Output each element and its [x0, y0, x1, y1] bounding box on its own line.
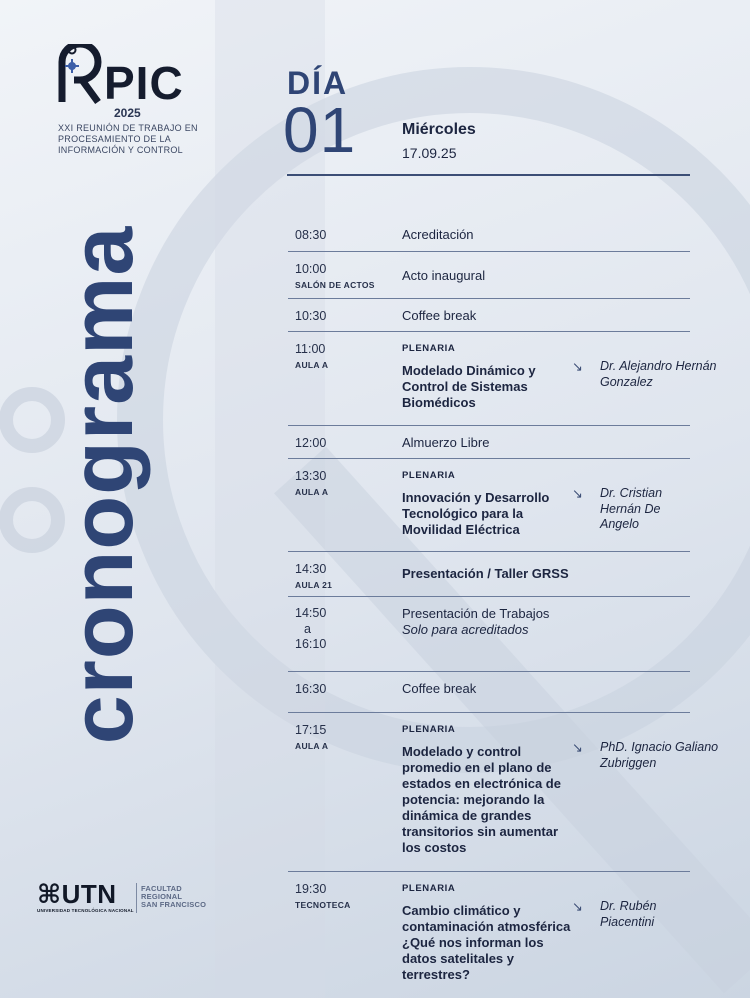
pic-logo-icon: [52, 44, 108, 106]
session-title: Cambio climático y contaminación atmosférica ¿Qué nos informan los datos satelitales y terrestres?: [402, 903, 571, 982]
session-room: AULA 21: [295, 580, 333, 590]
arrow-down-right-icon: ↘: [572, 486, 583, 501]
schedule-row: [288, 597, 690, 672]
session-title: Modelado Dinámico y Control de Sistemas Biomédicos: [402, 363, 536, 410]
event-subtitle: [58, 123, 258, 156]
schedule-row: [288, 872, 690, 990]
session-speaker: Dr. Rubén Piacentini: [600, 899, 657, 929]
session-kind: PLENARIA: [402, 883, 456, 894]
session-title: Acreditación: [402, 227, 474, 242]
day-number: 01: [283, 94, 357, 166]
schedule-row: [288, 672, 690, 713]
utn-wordmark: [37, 880, 117, 908]
session-time: 10:30: [295, 309, 327, 323]
schedule-row: [288, 426, 690, 459]
session-time: 19:30: [295, 882, 327, 896]
session-time-start: 14:50: [295, 606, 327, 620]
utn-faculty-line: FACULTAD: [141, 884, 182, 893]
utn-name: UTN: [61, 879, 117, 909]
session-note: Solo para acreditados: [402, 622, 529, 637]
schedule-row: [288, 299, 690, 332]
utn-faculty-line: REGIONAL: [141, 892, 183, 901]
utn-faculty-line: SAN FRANCISCO: [141, 900, 207, 909]
session-title: Coffee break: [402, 681, 477, 696]
day-date: 17.09.25: [402, 145, 457, 161]
session-speaker: PhD. Ignacio Galiano Zubriggen: [600, 740, 719, 770]
utn-university-name: UNIVERSIDAD TECNOLÓGICA NACIONAL: [37, 908, 134, 913]
session-room: TECNOTECA: [295, 900, 351, 910]
schedule-row: [288, 252, 690, 299]
utn-divider: [136, 883, 137, 913]
session-room: AULA A: [295, 487, 329, 497]
vertical-title: cronograma: [52, 225, 151, 745]
session-time: 16:30: [295, 682, 327, 696]
schedule-row: [288, 332, 717, 426]
schedule-row: [288, 218, 690, 252]
session-room: SALÓN DE ACTOS: [295, 280, 375, 290]
session-kind: PLENARIA: [402, 724, 456, 735]
utn-logo: [37, 880, 217, 916]
session-time: 10:00: [295, 262, 327, 276]
session-time: 17:15: [295, 723, 327, 737]
session-title: Coffee break: [402, 308, 477, 323]
session-time: 13:30: [295, 469, 327, 483]
arrow-down-right-icon: ↘: [572, 359, 583, 374]
schedule-list: [288, 218, 719, 990]
schedule-row: [288, 552, 690, 597]
session-room: AULA A: [295, 741, 329, 751]
arrow-down-right-icon: ↘: [572, 899, 583, 914]
session-title: Almuerzo Libre: [402, 435, 490, 450]
event-subtitle-line: XXI REUNIÓN DE TRABAJO EN: [58, 123, 198, 133]
session-room: AULA A: [295, 360, 329, 370]
utn-faculty: [141, 885, 206, 909]
session-time-range: [295, 606, 326, 653]
session-speaker: Dr. Alejandro Hernán Gonzalez: [600, 359, 717, 389]
session-title: Acto inaugural: [402, 268, 486, 283]
session-time: 11:00: [295, 342, 326, 356]
event-name: PIC: [104, 57, 184, 109]
session-kind: PLENARIA: [402, 343, 456, 354]
session-title: Presentación / Taller GRSS: [402, 566, 569, 581]
utn-emblem-icon: ⌘: [37, 879, 62, 909]
day-weekday: Miércoles: [402, 121, 476, 138]
session-title: Innovación y Desarrollo Tecnológico para la Movilidad Eléctrica: [402, 490, 550, 537]
header-divider: [287, 174, 690, 176]
session-time-end: 16:10: [295, 637, 327, 651]
session-time-separator: a: [304, 621, 311, 636]
event-subtitle-line: INFORMACIÓN Y CONTROL: [58, 145, 183, 155]
event-year: 2025: [114, 106, 141, 120]
session-time: 12:00: [295, 436, 327, 450]
session-time: 08:30: [295, 228, 327, 242]
session-title: Modelado y control promedio en el plano de estados en electrónica de potencia: mejorando la dinámica de grandes transitorios sin aumentar los costos: [402, 744, 561, 855]
day-label: DÍA: [287, 65, 349, 101]
session-kind: PLENARIA: [402, 470, 456, 481]
session-time: 14:30: [295, 562, 327, 576]
event-subtitle-line: PROCESAMIENTO DE LA: [58, 134, 172, 144]
schedule-row: [288, 713, 719, 872]
session-speaker: Dr. Cristian Hernán De Angelo: [600, 486, 663, 531]
schedule-row: [288, 459, 690, 552]
session-title: Presentación de Trabajos: [402, 606, 550, 621]
arrow-down-right-icon: ↘: [572, 740, 583, 755]
